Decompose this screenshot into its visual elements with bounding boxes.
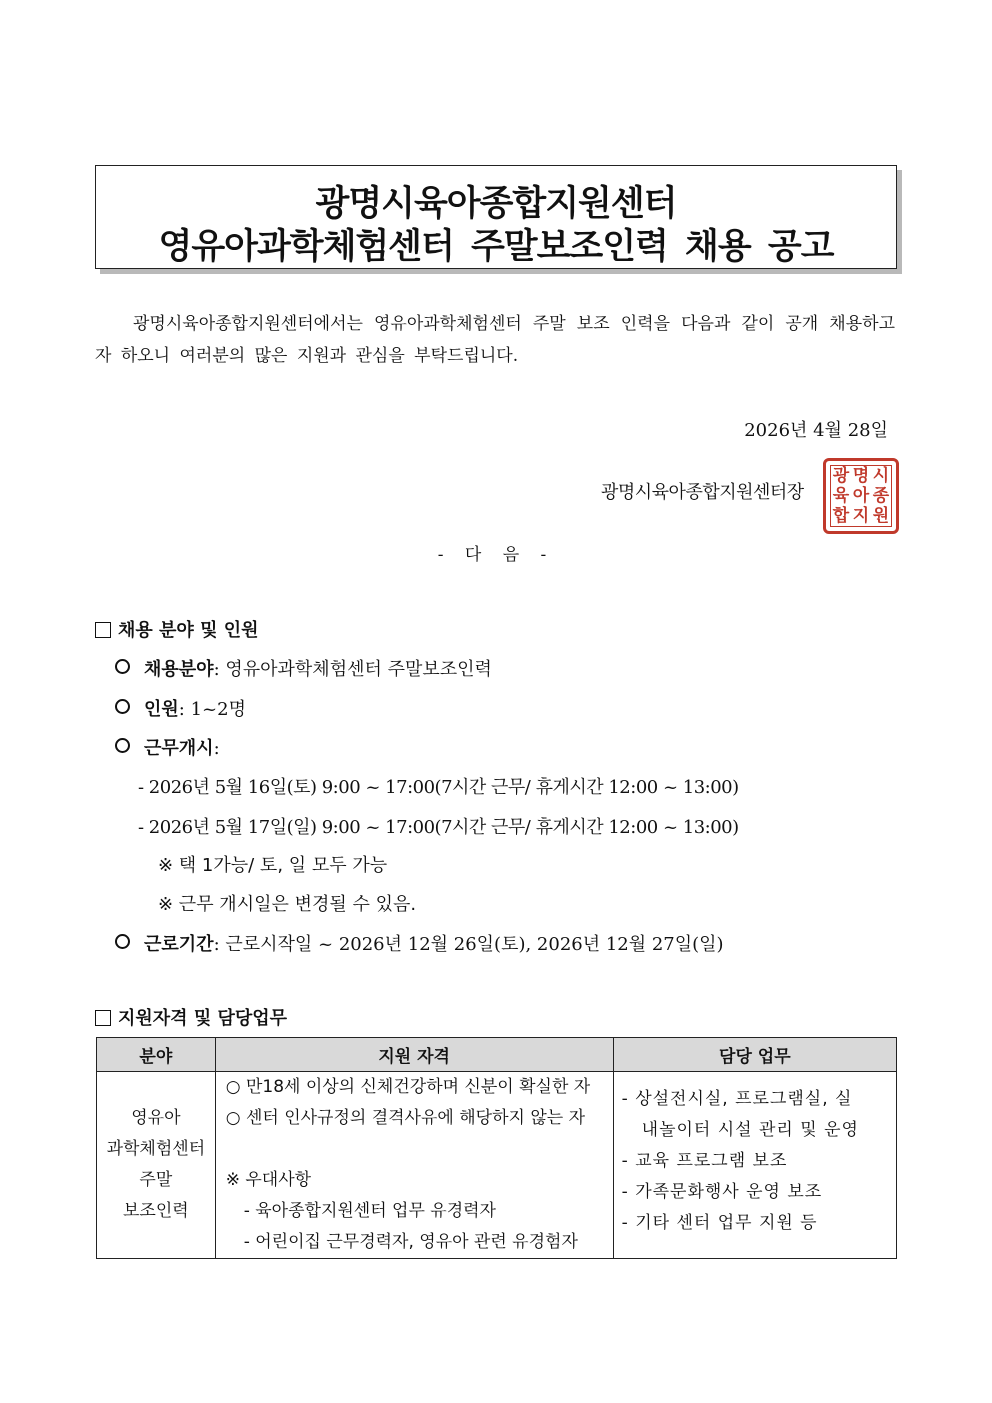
duty-line: - 상설전시실, 프로그램실, 실	[621, 1089, 853, 1109]
title-box	[95, 165, 897, 269]
schedule-note: ※ 근무 개시일은 변경될 수 있음.	[158, 894, 417, 915]
schedule-note: ※ 택 1가능/ 토, 일 모두 가능	[158, 855, 388, 876]
preferred-line: - 육아종합지원센터 업무 유경력자	[243, 1201, 496, 1221]
duty-line: 내놀이터 시설 관리 및 운영	[641, 1120, 859, 1140]
field-line: 주말	[139, 1170, 173, 1190]
circle-bullet-icon	[115, 659, 130, 674]
field-line: 영유아	[131, 1108, 181, 1128]
checkbox-square-icon	[95, 622, 111, 638]
qualification-cell	[215, 1072, 613, 1259]
seal-char: 원	[872, 505, 890, 526]
column-header-field: 분야	[97, 1038, 216, 1072]
duty-line: - 교육 프로그램 보조	[621, 1151, 788, 1171]
schedule-line: - 2026년 5월 17일(일) 9:00 ~ 17:00(7시간 근무/ 휴게시간 12:00 ~ 13:00)	[138, 817, 739, 838]
official-seal	[823, 458, 899, 534]
qualification-line: ○ 센터 인사규정의 결격사유에 해당하지 않는 자	[225, 1108, 585, 1128]
item-field: 채용분야: 영유아과학체험센터 주말보조인력	[115, 655, 492, 681]
seal-char: 육	[832, 485, 850, 506]
checkbox-square-icon	[95, 1010, 111, 1026]
field-line: 과학체험센터	[106, 1139, 206, 1159]
seal-char: 광	[832, 465, 850, 486]
duty-line: - 가족문화행사 운영 보조	[621, 1182, 823, 1202]
duty-line: - 기타 센터 업무 지원 등	[621, 1213, 818, 1233]
qualifications-table	[96, 1037, 897, 1259]
circle-bullet-icon	[115, 934, 130, 949]
circle-bullet-icon	[115, 738, 130, 753]
preferred-heading: ※ 우대사항	[225, 1170, 312, 1190]
seal-char: 합	[832, 505, 850, 526]
intro-paragraph: 광명시육아종합지원센터에서는 영유아과학체험센터 주말 보조 인력을 다음과 같이 공개 채용하고자 하오니 여러분의 많은 지원과 관심을 부탁드립니다.	[95, 314, 895, 366]
item-period: 근로기간: 근로시작일 ~ 2026년 12월 26일(토), 2026년 12월 27일(일)	[115, 930, 724, 956]
seal-char: 시	[872, 465, 890, 486]
seal-char: 종	[872, 485, 890, 506]
column-header-qualification: 지원 자격	[215, 1038, 613, 1072]
qualification-line	[216, 1134, 613, 1165]
field-cell	[97, 1072, 216, 1259]
next-marker: - 다 음 -	[437, 545, 555, 565]
page-title-line1: 광명시육아종합지원센터	[315, 183, 677, 224]
section-heading-qualifications: 지원자격 및 담당업무	[95, 1004, 287, 1030]
circle-bullet-icon	[115, 699, 130, 714]
seal-char: 아	[852, 485, 870, 506]
schedule-line: - 2026년 5월 16일(토) 9:00 ~ 17:00(7시간 근무/ 휴게시간 12:00 ~ 13:00)	[138, 777, 739, 798]
qualification-line: ○ 만18세 이상의 신체건강하며 신분이 확실한 자	[225, 1077, 591, 1097]
page-title-line2: 영유아과학체험센터 주말보조인력 채용 공고	[158, 226, 834, 267]
seal-char: 지	[852, 505, 870, 526]
section-heading-recruitment: 채용 분야 및 인원	[95, 616, 259, 642]
issuer-name: 광명시육아종합지원센터장	[601, 482, 804, 503]
item-count: 인원: 1~2명	[115, 695, 246, 721]
item-start: 근무개시:	[115, 734, 220, 760]
column-header-duties: 담당 업무	[613, 1038, 896, 1072]
preferred-line: - 어린이집 근무경력자, 영유아 관련 유경험자	[243, 1232, 578, 1252]
announcement-date: 2026년 4월 28일	[744, 420, 888, 441]
field-line: 보조인력	[123, 1201, 189, 1221]
duties-cell	[613, 1072, 896, 1259]
seal-char: 명	[852, 465, 870, 486]
